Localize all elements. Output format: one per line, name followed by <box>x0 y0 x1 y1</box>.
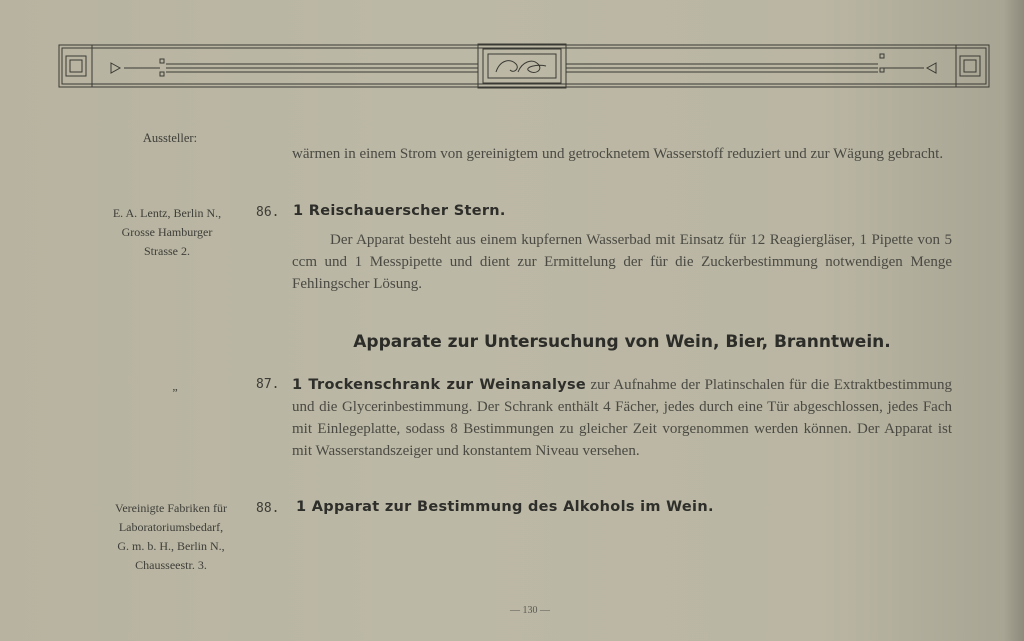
exhibitor-87-ditto <box>100 377 250 396</box>
section-heading: Apparate zur Untersuchung von Wein, Bier, Branntwein. <box>353 332 891 352</box>
ditto-mark: „ <box>172 379 178 393</box>
decorative-header-border <box>58 42 990 90</box>
exhibitor-line: Laboratoriumsbedarf, <box>118 520 224 534</box>
entry-title-88: 1 Apparat zur Bestimmung des Alkohols im Wein. <box>296 499 714 515</box>
continuation-paragraph: wärmen in einem Strom von gereinigtem und getrocknetem Wasserstoff reduziert und zur Wägung gebracht. <box>292 146 944 162</box>
exhibitor-line: Vereinigte Fabriken für <box>115 501 227 515</box>
exhibitor-86 <box>92 204 242 261</box>
exhibitor-line: Chausseestr. 3. <box>135 558 207 572</box>
entry-number-86: 86. <box>256 205 280 220</box>
page-number: — 130 — <box>510 605 550 616</box>
entry-number-87: 87. <box>256 377 280 392</box>
entry-text-87: zur Aufnahme der Platinschalen für die Extraktbestimmung und die Glycerinbestimmung. Der Schrank enthält 4 Fächer, jedes durch eine Tür abgeschlossen, jedes Fach mit Einlegeplatte, sodass 8 Bestimmungen zu gleicher Zeit vorgenommen werden können. Der Apparat ist mit Wasserstandszeiger und konstantem Niveau versehen. <box>292 377 953 459</box>
entry-text-86: Der Apparat besteht aus einem kupfernen Wasserbad mit Einsatz für 12 Reagiergläser, 1 Pipette von 5 ccm und 1 Messpipette und dient zur Ermittelung der für die Zuckerbestimmung notwendigen Menge Fehlingscher Lösung. <box>292 232 952 292</box>
entry-title-86: 1 Reischauerscher Stern. <box>293 203 506 219</box>
exhibitor-line: G. m. b. H., Berlin N., <box>117 539 225 553</box>
exhibitor-column-heading: Aussteller: <box>142 131 198 145</box>
exhibitor-line: Strasse 2. <box>144 244 190 258</box>
entry-number-88: 88. <box>256 501 280 516</box>
exhibitor-line: Grosse Hamburger <box>121 225 213 239</box>
entry-title-87: 1 Trockenschrank zur Weinanalyse <box>292 377 587 393</box>
exhibitor-88 <box>96 499 246 575</box>
entry-87-paragraph <box>292 374 952 462</box>
exhibitor-line: E. A. Lentz, Berlin N., <box>112 206 222 220</box>
